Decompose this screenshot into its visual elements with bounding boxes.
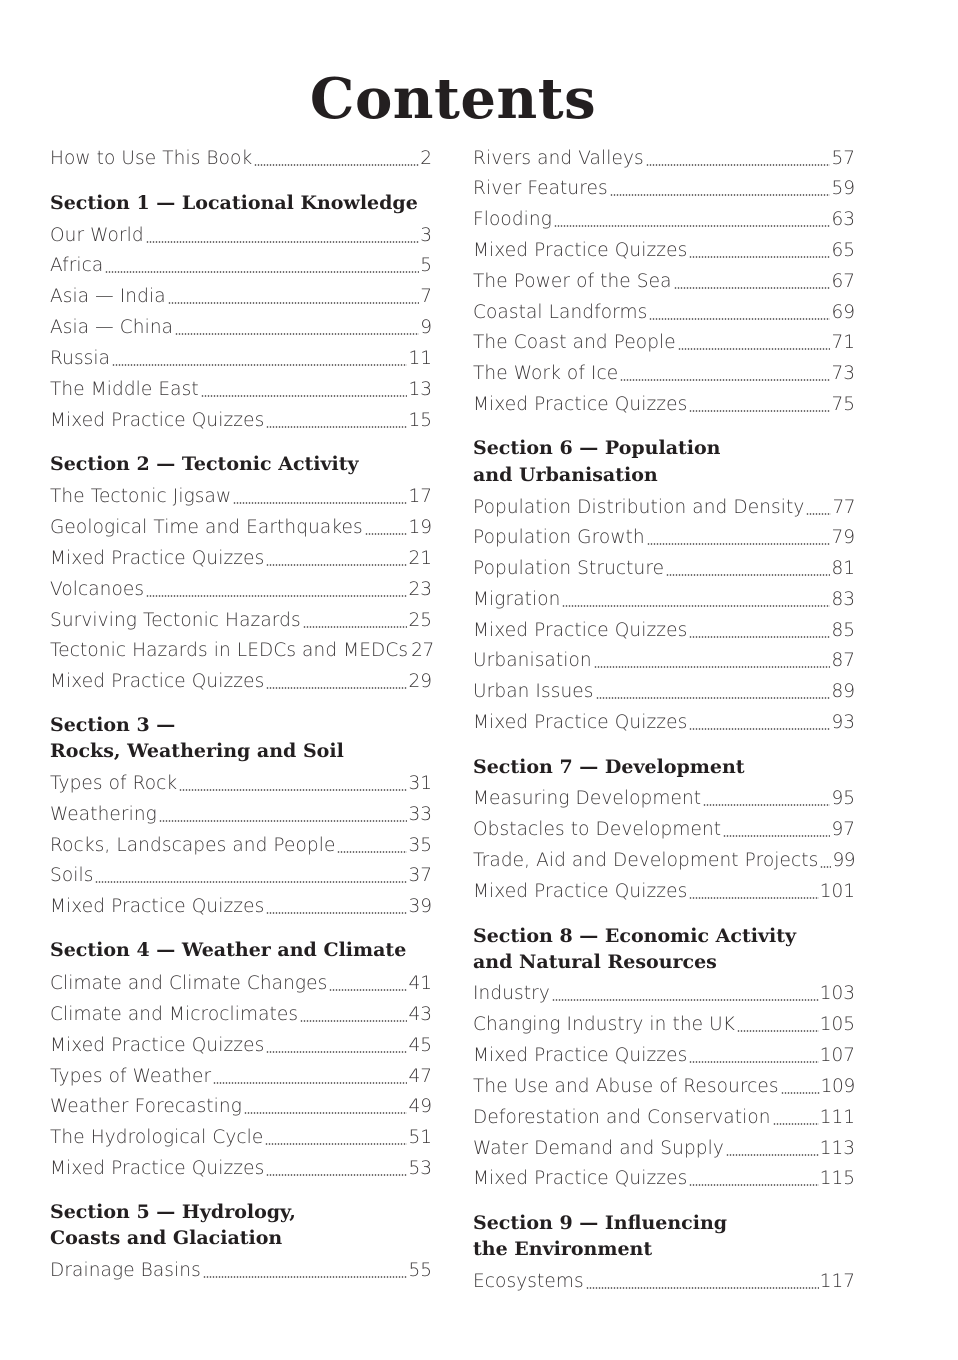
entry-label: Types of Weather [50,1066,212,1087]
toc-entry[interactable] [50,405,432,433]
entry-label: Weathering [50,804,157,825]
dot-leader [266,1051,407,1053]
entry-page-number: 83 [831,589,855,610]
toc-entry[interactable] [473,1266,855,1294]
section-3-heading-line-2: Rocks, Weathering and Soil [50,740,344,762]
entry-page-number: 99 [832,850,855,871]
dot-leader [337,851,407,853]
entry-page-number: 3 [420,225,432,246]
entry-page-number: 11 [408,348,432,369]
section-1-heading: Section 1 — Locational Knowledge [50,192,418,214]
dot-leader [203,1276,408,1278]
toc-entry[interactable] [50,343,432,371]
entry-label: How to Use This Book [50,148,253,169]
entry-page-number: 95 [831,788,855,809]
entry-page-number: 105 [819,1014,855,1035]
toc-entry[interactable] [473,615,855,643]
dot-leader [820,866,831,868]
entry-label: Obstacles to Development [473,819,722,840]
entry-label: The Hydrological Cycle [50,1127,264,1148]
section-2-heading: Section 2 — Tectonic Activity [50,453,359,475]
dot-leader [620,379,830,381]
toc-entry[interactable] [473,845,855,873]
entry-label: Coastal Landforms [473,302,648,323]
toc-entry[interactable] [473,204,855,232]
dot-leader [266,1174,407,1176]
dot-leader [201,395,408,397]
entry-page-number: 45 [408,1035,432,1056]
entry-label: Mixed Practice Quizzes [473,620,688,641]
entry-page-number: 25 [408,610,432,631]
dot-leader [266,564,407,566]
entry-page-number: 27 [411,640,434,661]
entry-page-number: 89 [831,681,855,702]
entry-label: River Features [473,178,608,199]
entry-page-number: 49 [408,1096,432,1117]
entry-label: Mixed Practice Quizzes [50,1158,265,1179]
dot-leader [689,1184,818,1186]
dot-leader [300,1020,407,1022]
toc-entry[interactable] [50,374,432,402]
dot-leader [552,999,819,1001]
entry-label: Population Structure [473,558,665,579]
section-4-heading: Section 4 — Weather and Climate [50,939,407,961]
toc-entry[interactable] [50,312,432,340]
entry-label: The Work of Ice [473,363,619,384]
entry-label: Mixed Practice Quizzes [473,394,688,415]
entry-label: Mixed Practice Quizzes [473,712,688,733]
dot-leader [365,533,408,535]
entry-page-number: 101 [819,881,855,902]
toc-entry[interactable] [50,1061,432,1089]
toc-entry[interactable] [473,814,855,842]
entry-page-number: 113 [819,1138,855,1159]
toc-entry[interactable] [473,707,855,735]
entry-label: Our World [50,225,144,246]
dot-leader [329,989,407,991]
entry-label: Deforestation and Conservation [473,1107,771,1128]
dot-leader [213,1082,407,1084]
entry-label: Drainage Basins [50,1260,201,1281]
toc-entry[interactable] [50,1255,432,1283]
toc-entry[interactable] [50,635,432,663]
toc-entry[interactable] [50,1091,432,1119]
entry-label: Rivers and Valleys [473,148,644,169]
entry-label: Mixed Practice Quizzes [50,896,265,917]
dot-leader [586,1287,819,1289]
toc-entry[interactable] [473,978,855,1006]
entry-page-number: 2 [420,148,432,169]
toc-entry[interactable] [50,605,432,633]
section-9-heading-line-1: Section 9 — Influencing [473,1212,728,1234]
entry-label: Changing Industry in the UK [473,1014,735,1035]
entry-page-number: 77 [832,497,855,518]
section-8-heading-line-2: and Natural Resources [473,951,717,973]
entry-label: Rocks, Landscapes and People [50,835,336,856]
entry-label: Mixed Practice Quizzes [50,671,265,692]
entry-page-number: 43 [408,1004,432,1025]
entry-page-number: 59 [831,178,855,199]
entry-label: Water Demand and Supply [473,1138,724,1159]
entry-page-number: 85 [831,620,855,641]
entry-page-number: 111 [819,1107,855,1128]
entry-page-number: 51 [408,1127,432,1148]
entry-page-number: 97 [831,819,855,840]
entry-page-number: 117 [819,1271,855,1292]
entry-label: Population Distribution and Density [473,497,805,518]
dot-leader [594,666,831,668]
dot-leader [244,1112,408,1114]
entry-page-number: 115 [819,1168,855,1189]
dot-leader [112,364,407,366]
entry-label: The Tectonic Jigsaw [50,486,232,507]
toc-entry[interactable] [50,512,432,540]
dot-leader [806,513,831,515]
entry-label: Population Growth [473,527,645,548]
toc-entry[interactable] [50,799,432,827]
entry-page-number: 63 [831,209,855,230]
dot-leader [265,1143,407,1145]
dot-leader [703,804,830,806]
entry-label: Soils [50,865,94,886]
entry-label: The Coast and People [473,332,676,353]
entry-page-number: 19 [408,517,432,538]
toc-entry[interactable] [50,543,432,571]
toc-entry[interactable] [473,1133,855,1161]
dot-leader [175,333,419,335]
dot-leader [649,318,830,320]
entry-page-number: 9 [420,317,432,338]
dot-leader [737,1030,819,1032]
dot-leader [689,636,830,638]
entry-page-number: 93 [831,712,855,733]
entry-label: Flooding [473,209,552,230]
entry-label: The Use and Abuse of Resources [473,1076,779,1097]
dot-leader [266,426,407,428]
toc-entry[interactable] [50,1153,432,1181]
entry-page-number: 107 [819,1045,855,1066]
toc-entry[interactable] [473,1040,855,1068]
section-5-heading-line-2: Coasts and Glaciation [50,1227,283,1249]
toc-entry[interactable] [50,830,432,858]
toc-entry[interactable] [473,584,855,612]
entry-label: Volcanoes [50,579,145,600]
entry-label: Geological Time and Earthquakes [50,517,363,538]
entry-page-number: 7 [420,286,432,307]
toc-entry[interactable] [473,327,855,355]
dot-leader [610,194,831,196]
toc-entry[interactable] [473,492,855,520]
entry-page-number: 53 [408,1158,432,1179]
entry-label: Climate and Climate Changes [50,973,328,994]
dot-leader [726,1154,819,1156]
dot-leader [179,789,407,791]
dot-leader [168,302,420,304]
toc-entry[interactable] [473,876,855,904]
toc-entry[interactable] [473,1163,855,1191]
entry-label: Measuring Development [473,788,702,809]
toc-entry[interactable] [473,235,855,263]
entry-page-number: 65 [831,240,855,261]
dot-leader [678,348,831,350]
toc-entry-how-to-use[interactable] [50,143,432,171]
entry-label: Weather Forecasting [50,1096,242,1117]
dot-leader [666,574,830,576]
entry-label: Asia — India [50,286,166,307]
entry-page-number: 13 [408,379,432,400]
dot-leader [689,256,830,258]
section-5-heading-line-1: Section 5 — Hydrology, [50,1201,296,1223]
dot-leader [146,595,407,597]
entry-page-number: 81 [831,558,855,579]
section-6-heading-line-2: and Urbanisation [473,464,658,486]
entry-label: Mixed Practice Quizzes [473,1045,688,1066]
toc-entry[interactable] [473,645,855,673]
entry-label: Urbanisation [473,650,592,671]
toc-entry[interactable] [50,860,432,888]
dot-leader [689,410,830,412]
entry-page-number: 67 [831,271,855,292]
toc-entry[interactable] [473,143,855,171]
page-title: Contents [309,66,597,132]
toc-entry[interactable] [50,666,432,694]
entry-label: The Middle East [50,379,199,400]
dot-leader [95,881,407,883]
entry-label: Tectonic Hazards in LEDCs and MEDCs [50,640,409,661]
toc-entry[interactable] [50,220,432,248]
entry-label: The Power of the Sea [473,271,672,292]
toc-entry[interactable] [473,266,855,294]
dot-leader [689,728,830,730]
dot-leader [773,1123,819,1125]
entry-label: Mixed Practice Quizzes [473,881,688,902]
section-7-heading: Section 7 — Development [473,756,745,778]
dot-leader [105,271,419,273]
entry-page-number: 39 [408,896,432,917]
entry-page-number: 21 [408,548,432,569]
entry-page-number: 55 [408,1260,432,1281]
entry-label: Mixed Practice Quizzes [50,1035,265,1056]
entry-page-number: 29 [408,671,432,692]
entry-page-number: 69 [831,302,855,323]
entry-page-number: 23 [408,579,432,600]
dot-leader [266,912,407,914]
dot-leader [689,1061,818,1063]
toc-entry[interactable] [473,358,855,386]
dot-leader [596,697,831,699]
entry-page-number: 35 [408,835,432,856]
dot-leader [266,687,407,689]
dot-leader [233,502,407,504]
dot-leader [647,543,831,545]
entry-page-number: 103 [819,983,855,1004]
entry-page-number: 31 [408,773,432,794]
dot-leader [254,164,419,166]
toc-entry[interactable] [473,1009,855,1037]
toc-entry[interactable] [50,281,432,309]
entry-label: Mixed Practice Quizzes [473,240,688,261]
entry-label: Mixed Practice Quizzes [473,1168,688,1189]
entry-label: Asia — China [50,317,174,338]
entry-page-number: 79 [831,527,855,548]
entry-page-number: 71 [831,332,855,353]
entry-page-number: 41 [408,973,432,994]
entry-label: Ecosystems [473,1271,584,1292]
entry-label: Types of Rock [50,773,178,794]
entry-label: Surviving Tectonic Hazards [50,610,301,631]
toc-entry[interactable] [473,1102,855,1130]
entry-page-number: 5 [420,255,432,276]
dot-leader [146,241,420,243]
entry-page-number: 47 [408,1066,432,1087]
toc-entry[interactable] [473,553,855,581]
toc-entry[interactable] [50,250,432,278]
dot-leader [303,626,408,628]
entry-label: Mixed Practice Quizzes [50,410,265,431]
toc-entry[interactable] [50,768,432,796]
toc-entry[interactable] [50,999,432,1027]
dot-leader [646,164,831,166]
toc-entry[interactable] [50,481,432,509]
dot-leader [689,897,818,899]
toc-entry[interactable] [473,676,855,704]
dot-leader [554,225,831,227]
entry-label: Industry [473,983,550,1004]
entry-label: Migration [473,589,561,610]
section-9-heading-line-2: the Environment [473,1238,653,1260]
entry-label: Africa [50,255,104,276]
entry-page-number: 17 [408,486,432,507]
entry-label: Urban Issues [473,681,594,702]
entry-page-number: 87 [831,650,855,671]
entry-page-number: 57 [831,148,855,169]
entry-page-number: 75 [831,394,855,415]
entry-page-number: 33 [408,804,432,825]
entry-label: Trade, Aid and Development Projects [473,850,819,871]
toc-entry[interactable] [50,968,432,996]
toc-entry[interactable] [50,1030,432,1058]
entry-label: Mixed Practice Quizzes [50,548,265,569]
section-3-heading-line-1: Section 3 — [50,714,176,736]
section-6-heading-line-1: Section 6 — Population [473,437,721,459]
dot-leader [723,835,830,837]
entry-label: Russia [50,348,111,369]
entry-page-number: 109 [820,1076,855,1097]
toc-entry[interactable] [473,389,855,417]
dot-leader [781,1092,820,1094]
section-8-heading-line-1: Section 8 — Economic Activity [473,925,797,947]
toc-entry[interactable] [473,522,855,550]
dot-leader [562,605,830,607]
toc-entry[interactable] [473,173,855,201]
dot-leader [159,820,408,822]
entry-page-number: 15 [408,410,432,431]
entry-page-number: 73 [831,363,855,384]
dot-leader [674,287,831,289]
toc-entry[interactable] [50,574,432,602]
toc-entry[interactable] [473,1071,855,1099]
toc-entry[interactable] [50,1122,432,1150]
entry-page-number: 37 [408,865,432,886]
toc-entry[interactable] [473,297,855,325]
toc-entry[interactable] [50,891,432,919]
entry-label: Climate and Microclimates [50,1004,299,1025]
toc-entry[interactable] [473,783,855,811]
